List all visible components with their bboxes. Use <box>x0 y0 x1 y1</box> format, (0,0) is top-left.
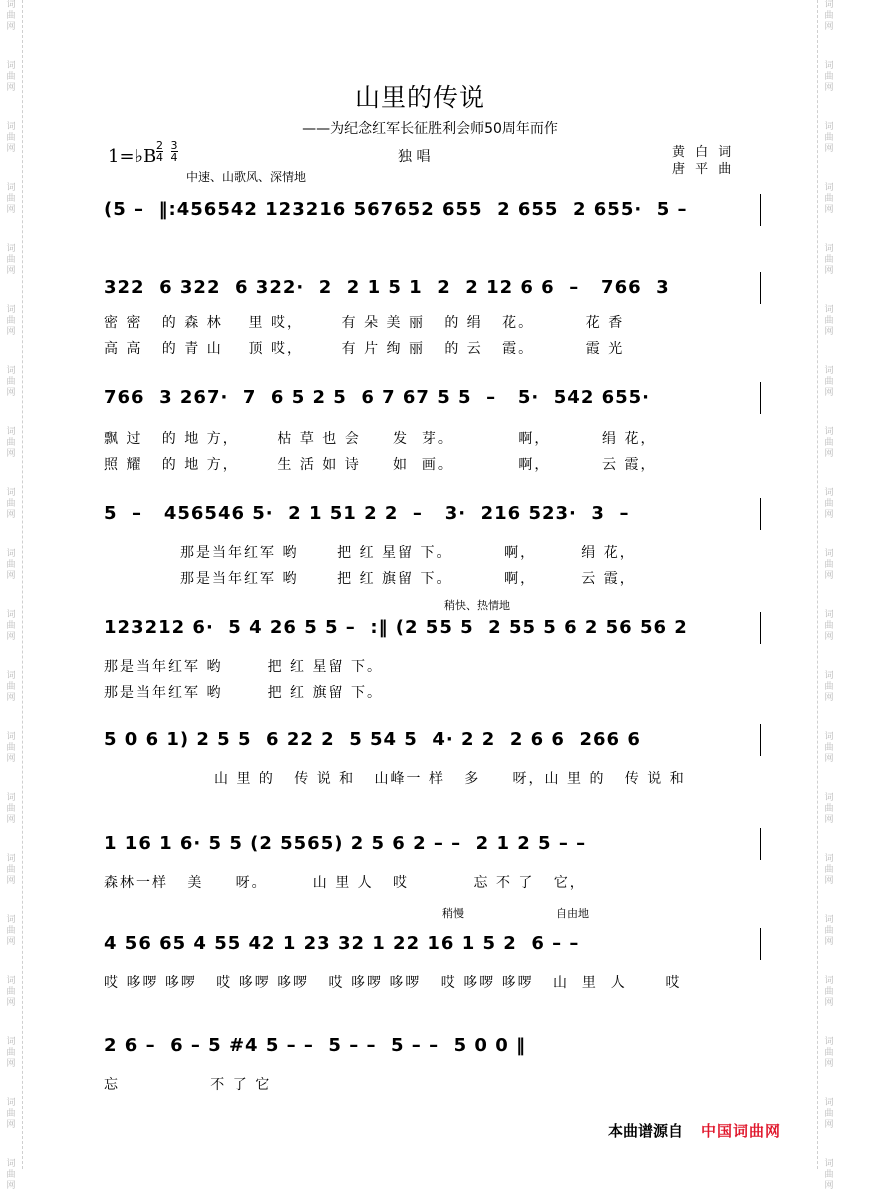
barline <box>760 928 761 960</box>
watermark: 词 曲 网 <box>6 366 16 398</box>
source-footer <box>608 1120 781 1141</box>
notation: 123212 6· 5 4 26 5 5 – :‖ (2 55 5 2 55 5 6 2 56 56 2 <box>104 617 688 638</box>
barline <box>760 498 761 530</box>
score-line-1 <box>104 194 764 244</box>
watermark: 词 曲 网 <box>824 549 834 581</box>
score-line-7 <box>104 828 764 878</box>
notation: (5 – ‖:456542 123216 567652 655 2 655 2 655· 5 – <box>104 199 688 220</box>
watermark: 词 曲 网 <box>6 915 16 947</box>
watermark: 词 曲 网 <box>6 732 16 764</box>
tempo-marking: 中速、山歌风、深情地 <box>186 170 307 184</box>
score-line-9 <box>104 1030 764 1080</box>
barline <box>760 724 761 756</box>
lyric-verse-2: 那是当年红军 哟 把 红 旗留 下。 啊， 云 霞， <box>180 571 636 587</box>
meter-a <box>156 140 163 163</box>
watermark: 词 曲 网 <box>824 1159 834 1191</box>
watermark: 词 曲 网 <box>824 427 834 459</box>
barline <box>760 272 761 304</box>
watermark: 词 曲 网 <box>6 61 16 93</box>
watermark: 词 曲 网 <box>6 976 16 1008</box>
lyric-verse-1: 密 密 的 森 林 里 哎， 有 朵 美 丽 的 绢 花。 花 香 <box>104 315 625 331</box>
tempo-change-faster: 稍快、热情地 <box>444 599 510 612</box>
barline <box>760 612 761 644</box>
lyric-verse-1: 飘 过 的 地 方， 枯 草 也 会 发 芽。 啊， 绢 花， <box>104 431 657 447</box>
watermark: 词 曲 网 <box>824 610 834 642</box>
barline <box>760 382 761 414</box>
meter-a-bottom: 4 <box>156 151 163 164</box>
watermark: 词 曲 网 <box>824 366 834 398</box>
left-watermark-strip <box>0 0 23 1191</box>
barline <box>760 194 761 226</box>
watermark: 词 曲 网 <box>6 1098 16 1130</box>
watermark: 词 曲 网 <box>6 244 16 276</box>
key-signature: 1=♭B <box>108 146 157 167</box>
watermark: 词 曲 网 <box>6 488 16 520</box>
watermark: 词 曲 网 <box>824 1037 834 1069</box>
lyric-verse-1: 那是当年红军 哟 把 红 星留 下。 <box>104 659 383 675</box>
watermark: 词 曲 网 <box>6 610 16 642</box>
score-line-6 <box>104 724 764 774</box>
notation: 322 6 322 6 322· 2 2 1 5 1 2 2 12 6 6 – 766 3 <box>104 277 670 298</box>
watermark: 词 曲 网 <box>6 427 16 459</box>
score-line-4 <box>104 498 764 548</box>
song-title: 山里的传说 <box>354 83 485 112</box>
watermark: 词 曲 网 <box>824 488 834 520</box>
meter-b <box>171 140 178 163</box>
notation: 766 3 267· 7 6 5 2 5 6 7 67 5 5 – 5· 542 655· <box>104 387 651 408</box>
watermark: 词 曲 网 <box>824 854 834 886</box>
lyric-verse-1: 哎 哆啰 哆啰 哎 哆啰 哆啰 哎 哆啰 哆啰 哎 哆啰 哆啰 山 里 人 哎 <box>104 975 682 991</box>
watermark: 词 曲 网 <box>6 1037 16 1069</box>
watermark: 词 曲 网 <box>824 671 834 703</box>
watermark: 词 曲 网 <box>6 122 16 154</box>
notation: 2 6 – 6 – 5 #4 5 – – 5 – – 5 – – 5 0 0 ‖ <box>104 1035 526 1056</box>
lyric-verse-1: 那是当年红军 哟 把 红 星留 下。 啊， 绢 花， <box>180 545 636 561</box>
lyric-verse-1: 森林一样 美 呀。 山 里 人 哎 忘 不 了 它， <box>104 875 586 891</box>
credits <box>672 144 734 178</box>
tempo-change-free: 自由地 <box>556 907 589 920</box>
watermark: 词 曲 网 <box>824 1098 834 1130</box>
lyric-verse-2: 高 高 的 青 山 顶 哎， 有 片 绚 丽 的 云 霞。 霞 光 <box>104 341 625 357</box>
watermark: 词 曲 网 <box>6 854 16 886</box>
meter-a-top: 2 <box>156 139 163 152</box>
composer: 唐 平 曲 <box>672 162 735 177</box>
lyric-verse-2: 照 耀 的 地 方， 生 活 如 诗 如 画。 啊， 云 霞， <box>104 457 657 473</box>
brand-link[interactable]: 中国词曲网 <box>701 1122 782 1140</box>
time-signature <box>156 140 182 163</box>
lyric-verse-1: 山 里 的 传 说 和 山峰一 样 多 呀，山 里 的 传 说 和 <box>214 771 686 787</box>
watermark: 词 曲 网 <box>6 305 16 337</box>
watermark: 词 曲 网 <box>824 183 834 215</box>
watermark: 词 曲 网 <box>824 0 834 32</box>
lyric-verse-2: 那是当年红军 哟 把 红 旗留 下。 <box>104 685 383 701</box>
watermark: 词 曲 网 <box>824 305 834 337</box>
barline <box>760 828 761 860</box>
notation: 5 0 6 1) 2 5 5 6 22 2 5 54 5 4· 2 2 2 6 6 266 6 <box>104 729 641 750</box>
notation: 4 56 65 4 55 42 1 23 32 1 22 16 1 5 2 6 – – <box>104 933 580 954</box>
watermark: 词 曲 网 <box>824 122 834 154</box>
lyricist: 黄 白 词 <box>672 145 735 160</box>
watermark: 词 曲 网 <box>824 976 834 1008</box>
song-subtitle: ——为纪念红军长征胜利会师50周年而作 <box>302 121 558 137</box>
meter-b-top: 3 <box>170 139 178 152</box>
watermark: 词 曲 网 <box>824 61 834 93</box>
notation: 1 16 1 6· 5 5 (2 5565) 2 5 6 2 – – 2 1 2 5 – – <box>104 833 587 854</box>
watermark: 词 曲 网 <box>6 549 16 581</box>
tempo-change-slower: 稍慢 <box>442 907 464 920</box>
watermark: 词 曲 网 <box>824 244 834 276</box>
watermark: 词 曲 网 <box>6 671 16 703</box>
notation: 5 – 456546 5· 2 1 51 2 2 – 3· 216 523· 3 – <box>104 503 630 524</box>
watermark: 词 曲 网 <box>6 1159 16 1191</box>
watermark: 词 曲 网 <box>6 183 16 215</box>
watermark: 词 曲 网 <box>6 0 16 32</box>
watermark: 词 曲 网 <box>824 915 834 947</box>
voice-type: 独 唱 <box>398 149 431 165</box>
watermark: 词 曲 网 <box>824 732 834 764</box>
score-line-5 <box>104 612 764 662</box>
watermark: 词 曲 网 <box>6 793 16 825</box>
meter-b-bottom: 4 <box>170 151 178 164</box>
watermark: 词 曲 网 <box>824 793 834 825</box>
score-line-3 <box>104 382 764 432</box>
lyric-verse-1: 忘 不 了 它 <box>104 1077 272 1093</box>
score-line-8 <box>104 928 764 978</box>
source-label: 本曲谱源自 <box>608 1122 684 1140</box>
